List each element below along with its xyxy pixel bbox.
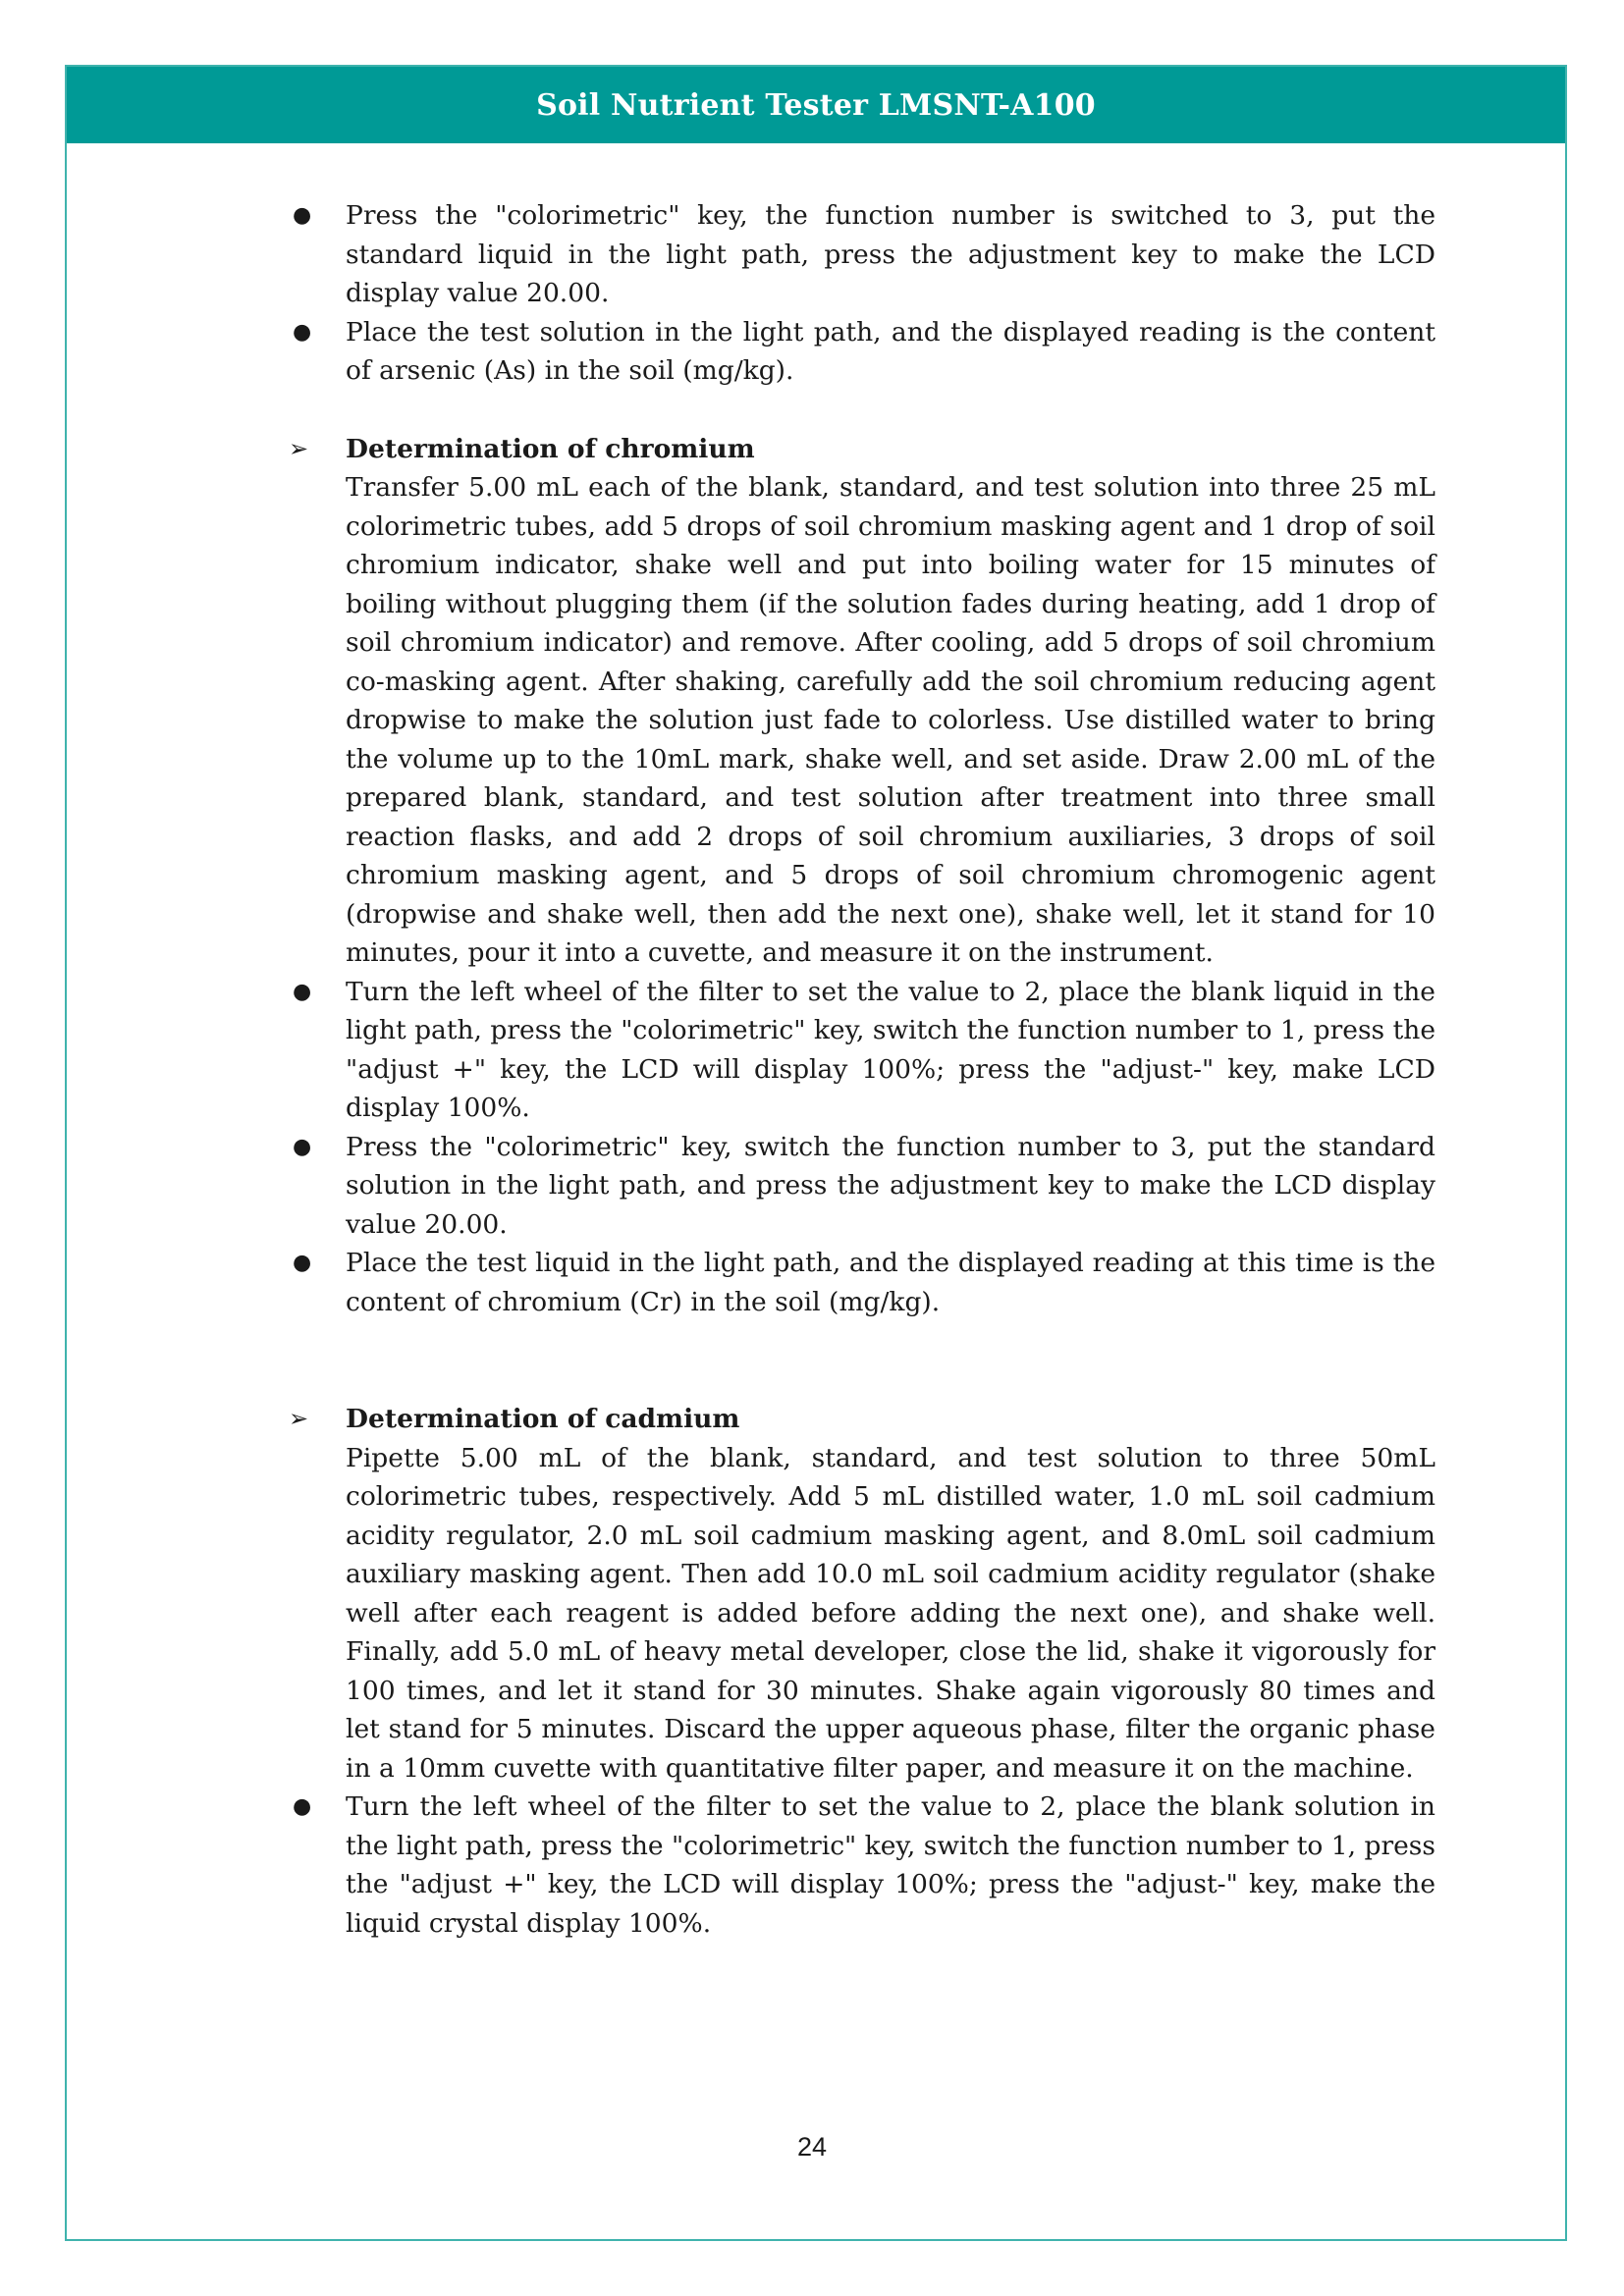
bullet-icon: ● — [293, 1134, 312, 1159]
list-item — [281, 1128, 1435, 1245]
bullet-icon: ● — [293, 319, 312, 345]
list-item — [281, 1244, 1435, 1321]
arrow-icon: ➢ — [289, 434, 309, 462]
bullet-text: Press the "colorimetric" key, switch the function number to 3, put the standard solution in the light path, and press the adjustment key to make the LCD display value 20.00. — [346, 1131, 1435, 1240]
section-chromium — [281, 430, 1435, 973]
bullet-text: Press the "colorimetric" key, the function number is switched to 3, put the standard liquid in the light path, press the adjustment key to make the LCD display value 20.00. — [346, 200, 1435, 308]
bullet-icon: ● — [293, 1794, 312, 1819]
list-item — [281, 196, 1435, 313]
bullet-text: Turn the left wheel of the filter to set the value to 2, place the blank solution in the light path, press the "colorimetric" key, switch the function number to 1, press the "adjust +" key, the LCD will display 100%; press the "adjust-" key, make the liquid crystal display 100%. — [346, 1791, 1435, 1939]
arrow-icon: ➢ — [289, 1405, 309, 1432]
list-item — [281, 973, 1435, 1128]
section-heading: Determination of cadmium — [346, 1404, 740, 1434]
section-paragraph: Pipette 5.00 mL of the blank, standard, and test solution to three 50mL colorimetric tubes, respectively. Add 5 mL distilled water, 1.0 mL soil cadmium acidity regulator, 2.0 mL soil cadmium masking agent, and 8.0mL soil cadmium auxiliary masking agent. Then add 10.0 mL soil cadmium acidity regulator (shake well after each reagent is added before adding the next one), and shake well. Finally, add 5.0 mL of heavy metal developer, close the lid, shake it vigorously for 100 times, and let it stand for 30 minutes. Shake again vigorously 80 times and let stand for 5 minutes. Discard the upper aqueous phase, filter the organic phase in a 10mm cuvette with quantitative filter paper, and measure it on the machine. — [346, 1442, 1435, 1784]
bullet-icon: ● — [293, 1251, 312, 1275]
list-item — [281, 1788, 1435, 1943]
list-item — [281, 313, 1435, 391]
section-paragraph: Transfer 5.00 mL each of the blank, standard, and test solution into three 25 mL colorimetric tubes, add 5 drops of soil chromium masking agent and 1 drop of soil chromium indicator, shake well and put into boiling water for 15 minutes of boiling without plugging them (if the solution fades during heating, add 1 drop of soil chromium indicator) and remove. After cooling, add 5 drops of soil chromium co-masking agent. After shaking, carefully add the soil chromium reducing agent dropwise to make the solution just fade to colorless. Use distilled water to bring the volume up to the 10mL mark, shake well, and set aside. Draw 2.00 mL of the prepared blank, standard, and test solution after treatment into three small reaction flasks, and add 2 drops of soil chromium auxiliaries, 3 drops of soil chromium masking agent, and 5 drops of soil chromium chromogenic agent (dropwise and shake well, then add the next one), shake well, let it stand for 10 minutes, pour it into a cuvette, and measure it on the instrument. — [346, 472, 1435, 968]
document-body — [281, 196, 1435, 1943]
bullet-text: Place the test liquid in the light path, and the displayed reading at this time is the content of chromium (Cr) in the soil (mg/kg). — [346, 1248, 1435, 1317]
bullet-icon: ● — [293, 203, 312, 228]
page-number: 24 — [796, 2132, 828, 2162]
spacer — [281, 391, 1435, 430]
section-heading: Determination of chromium — [346, 433, 755, 464]
section-cadmium — [281, 1400, 1435, 1788]
spacer — [281, 1321, 1435, 1400]
bullet-text: Place the test solution in the light path, and the displayed reading is the content of arsenic (As) in the soil (mg/kg). — [346, 316, 1435, 386]
header-bar — [67, 67, 1565, 143]
bullet-icon: ● — [293, 979, 312, 1004]
header-title: Soil Nutrient Tester LMSNT-A100 — [536, 87, 1096, 123]
bullet-text: Turn the left wheel of the filter to set the value to 2, place the blank liquid in the light path, press the "colorimetric" key, switch the function number to 1, press the "adjust +" key, the LCD will display 100%; press the "adjust-" key, make LCD display 100%. — [346, 976, 1435, 1123]
